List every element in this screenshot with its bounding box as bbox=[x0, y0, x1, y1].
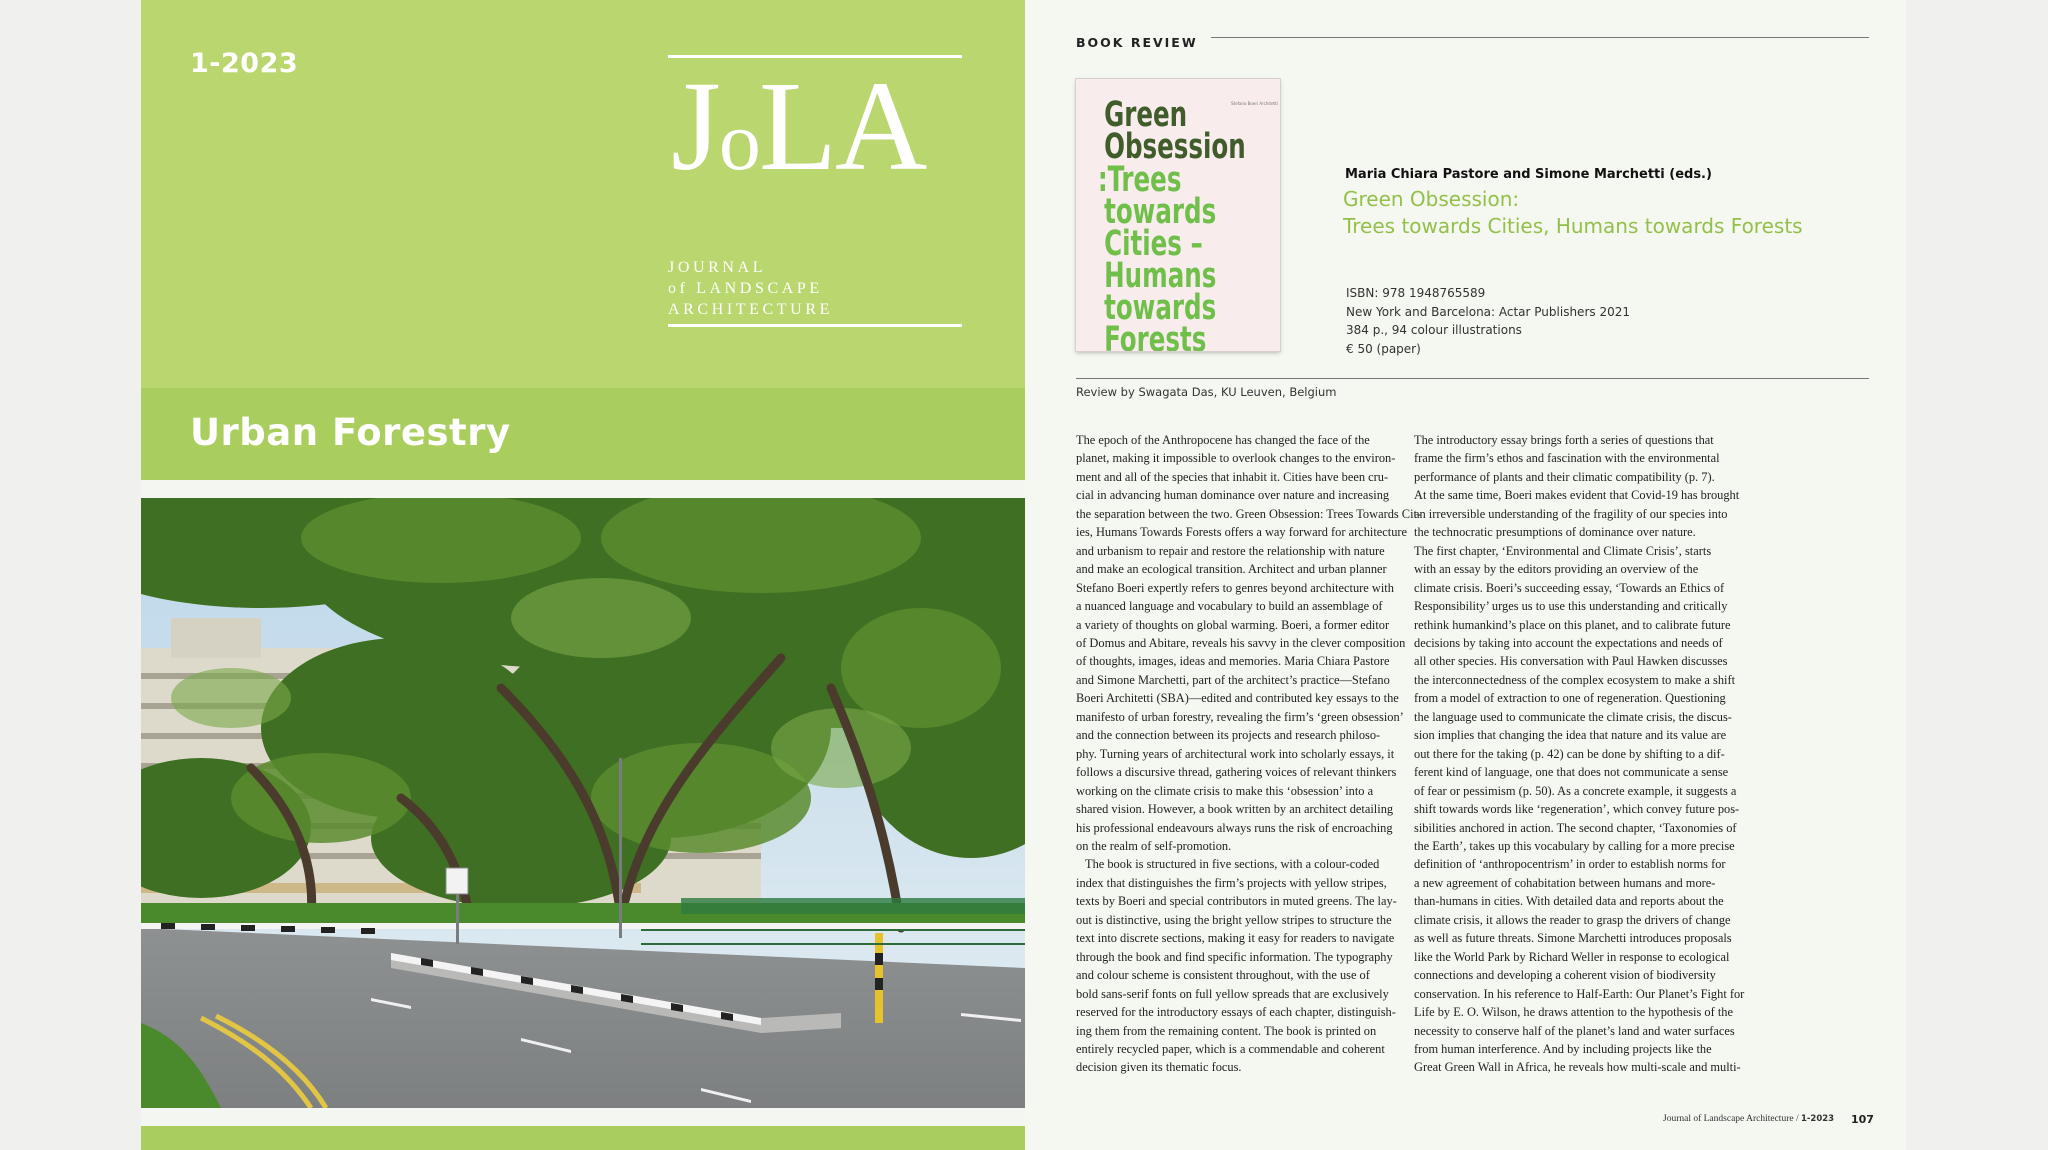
review-text-line: entirely recycled paper, which is a commendable and coherent bbox=[1076, 1041, 1385, 1056]
review-text-line: Great Green Wall in Africa, he reveals how multi-scale and multi- bbox=[1414, 1060, 1741, 1075]
header-rule bbox=[1211, 37, 1869, 38]
review-text-line: of Domus and Abitare, reveals his savvy in the clever composition bbox=[1076, 635, 1406, 650]
review-text-line: and Simone Marchetti, part of the architect’s practice—Stefano bbox=[1076, 672, 1390, 687]
review-text-line: The first chapter, ‘Environmental and Climate Crisis’, starts bbox=[1414, 543, 1712, 558]
review-text-line: planet, making it impossible to overlook changes to the environ- bbox=[1076, 451, 1396, 466]
book-title-line: Green Obsession: bbox=[1343, 187, 1520, 211]
review-text-line: reserved for the introductory essays of each chapter, distinguish- bbox=[1076, 1005, 1396, 1020]
review-text-line: the language used to communicate the climate crisis, the discus- bbox=[1414, 709, 1732, 724]
book-cover-title-line: towards bbox=[1104, 287, 1217, 328]
book-cover-title-line: Humans bbox=[1104, 255, 1217, 296]
review-text-line: out there for the taking (p. 42) can be done by shifting to a dif- bbox=[1414, 746, 1725, 761]
review-text-line: the interconnectedness of the complex ecosystem to make a shift bbox=[1414, 672, 1736, 687]
review-text-line: than-humans in cities. With detailed data and reports about the bbox=[1414, 894, 1724, 909]
book-cover-title-line: :Trees bbox=[1097, 159, 1182, 200]
review-text-line: The epoch of the Anthropocene has changed the face of the bbox=[1076, 433, 1370, 447]
book-cover-title-line: Green bbox=[1104, 94, 1188, 135]
review-text-line: sibilities anchored in action. The second chapter, ‘Taxonomies of bbox=[1414, 820, 1737, 835]
book-price: € 50 (paper) bbox=[1346, 341, 1421, 356]
journal-subtitle bbox=[668, 257, 833, 320]
review-text-line: At the same time, Boeri makes evident that Covid-19 has brought bbox=[1414, 488, 1740, 503]
review-text-line: of thoughts, images, ideas and memories. Maria Chiara Pastore bbox=[1076, 654, 1390, 669]
book-cover-image bbox=[1076, 79, 1280, 351]
review-text-line: Responsibility’ urges us to use this understanding and critically bbox=[1414, 599, 1728, 614]
book-cover-publisher: Stefano Boeri Architetti bbox=[1231, 101, 1278, 106]
review-text-line: bold sans-serif fonts on full yellow spreads that are exclusively bbox=[1076, 986, 1389, 1001]
review-text-line: and make an ecological transition. Architect and urban planner bbox=[1076, 562, 1387, 577]
review-text-line: sion implies that changing the idea that nature and its value are bbox=[1414, 728, 1727, 743]
logo-letters-la: LA bbox=[758, 55, 926, 197]
review-text-column-left bbox=[1076, 431, 1422, 1077]
review-text-line: and colour scheme is consistent throughout, with the use of bbox=[1076, 968, 1370, 983]
review-text-line: from human interference. And by including projects like the bbox=[1414, 1041, 1712, 1056]
book-publisher: New York and Barcelona: Actar Publishers 2021 bbox=[1346, 304, 1630, 319]
review-text-line: an irreversible understanding of the fragility of our species into bbox=[1414, 506, 1728, 521]
review-text-line: rethink humankind’s place on this planet, and to calibrate future bbox=[1414, 617, 1731, 632]
footer-issue: 1-2023 bbox=[1800, 1114, 1835, 1124]
review-text-line: a new agreement of cohabitation between humans and more- bbox=[1414, 875, 1716, 890]
review-text-line: manifesto of urban forestry, revealing the firm’s ‘green obsession’ bbox=[1076, 709, 1404, 724]
subtitle-line: ARCHITECTURE bbox=[668, 301, 833, 318]
review-text-line: a nuanced language and vocabulary to build an assemblage of bbox=[1076, 599, 1383, 614]
review-text-line: The introductory essay brings forth a series of questions that bbox=[1414, 433, 1714, 447]
review-text-line: of fear or pessimism (p. 50). As a concrete example, it suggests a bbox=[1414, 783, 1737, 798]
cover-bottom-band bbox=[141, 1126, 1025, 1150]
review-text-line: shift towards words like ‘regeneration’, which convey future pos- bbox=[1414, 802, 1740, 817]
review-text-line: ferent kind of language, one that does not communicate a sense bbox=[1414, 765, 1729, 780]
logo-letter-j: J bbox=[671, 55, 719, 197]
logo-letter-o: o bbox=[718, 95, 759, 188]
book-isbn: ISBN: 978 1948765589 bbox=[1346, 286, 1486, 300]
details-rule bbox=[1076, 378, 1869, 379]
review-text-line: working on the climate crisis to make this ‘obsession’ into a bbox=[1076, 783, 1374, 798]
reviewer-credit: Review by Swagata Das, KU Leuven, Belgium bbox=[1076, 385, 1337, 399]
running-footer bbox=[1663, 1114, 1834, 1124]
review-text-line: and the connection between its projects and research philoso- bbox=[1076, 728, 1381, 743]
review-text-line: phy. Turning years of architectural work into scholarly essays, it bbox=[1076, 746, 1395, 761]
review-text-line: performance of plants and their climatic compatibility (p. 7). bbox=[1414, 469, 1715, 484]
review-text-column-right bbox=[1414, 431, 1745, 1077]
street-trees-photo bbox=[141, 498, 1025, 1108]
review-text-line: the Earth’, takes up this vocabulary by calling for a more precise bbox=[1414, 838, 1735, 853]
review-text-line: the technocratic presumptions of dominance over nature. bbox=[1414, 525, 1696, 540]
book-details bbox=[1346, 284, 1630, 358]
logo-bottom-rule bbox=[668, 324, 962, 327]
page-number: 107 bbox=[1851, 1113, 1874, 1126]
subtitle-line: of LANDSCAPE bbox=[668, 280, 823, 297]
review-text-line: ing them from the remaining content. The book is printed on bbox=[1076, 1023, 1377, 1038]
review-text-line: index that distinguishes the firm’s projects with yellow stripes, bbox=[1076, 875, 1387, 890]
review-text-line: ment and all of the species that inhabit it. Cities have been cru- bbox=[1076, 469, 1389, 484]
book-cover-title-line: Forests bbox=[1104, 319, 1207, 351]
book-editors: Maria Chiara Pastore and Simone Marchetti (eds.) bbox=[1345, 167, 1712, 182]
cover-photo bbox=[141, 498, 1025, 1108]
review-text-line: a variety of thoughts on global warming. Boeri, a former editor bbox=[1076, 617, 1390, 632]
book-cover-title-line: Obsession bbox=[1104, 126, 1246, 167]
review-text-line: necessity to conserve half of the planet’s land and water surfaces bbox=[1414, 1023, 1735, 1038]
footer-journal: Journal of Landscape Architecture / bbox=[1663, 1114, 1801, 1124]
review-text-line: connections and developing a coherent vision of biodiversity bbox=[1414, 968, 1716, 983]
review-text-line: shared vision. However, a book written by an architect detailing bbox=[1076, 802, 1394, 817]
review-text-line: decisions by taking into account the expectations and needs of bbox=[1414, 635, 1723, 650]
review-text-line: with an essay by the editors providing an overview of the bbox=[1414, 562, 1699, 577]
review-text-line: conservation. In his reference to Half-Earth: Our Planet’s Fight for bbox=[1414, 986, 1745, 1001]
review-text-line: decision given its thematic focus. bbox=[1076, 1060, 1242, 1075]
review-text-line: text into discrete sections, making it easy for readers to navigate bbox=[1076, 931, 1395, 946]
review-text-line: texts by Boeri and special contributors in muted greens. The lay- bbox=[1076, 894, 1397, 909]
review-text-line: like the World Park by Richard Weller in response to ecological bbox=[1414, 949, 1730, 964]
journal-cover bbox=[141, 0, 1025, 1150]
book-title bbox=[1343, 186, 1803, 240]
review-text-line: ies, Humans Towards Forests offers a way forward for architecture bbox=[1076, 525, 1408, 540]
theme-band bbox=[141, 388, 1025, 480]
review-page bbox=[1025, 0, 1906, 1150]
review-text-line: out is distinctive, using the bright yellow stripes to structure the bbox=[1076, 912, 1392, 927]
jola-logo bbox=[671, 55, 926, 197]
review-text-line: through the book and find specific information. The typography bbox=[1076, 949, 1393, 964]
review-text-line: all other species. His conversation with Paul Hawken discusses bbox=[1414, 654, 1728, 669]
review-text-line: Stefano Boeri expertly refers to genres beyond architecture with bbox=[1076, 580, 1394, 595]
review-text-line: on the realm of self-promotion. bbox=[1076, 838, 1232, 853]
review-text-line: climate crisis. Boeri’s succeeding essay, ‘Towards an Ethics of bbox=[1414, 580, 1725, 595]
review-text-line: Life by E. O. Wilson, he draws attention to the hypothesis of the bbox=[1414, 1005, 1733, 1020]
review-text-line: and urbanism to repair and restore the relationship with nature bbox=[1076, 543, 1385, 558]
cover-masthead bbox=[141, 0, 1025, 388]
review-text-line: climate crisis, it allows the reader to grasp the drivers of change bbox=[1414, 912, 1731, 927]
review-text-line: Boeri Architetti (SBA)—edited and contributed key essays to the bbox=[1076, 691, 1399, 706]
book-cover-title-line: Cities – bbox=[1104, 223, 1203, 264]
review-text-line: the separation between the two. Green Obsession: Trees Towards Cit- bbox=[1076, 506, 1422, 521]
subtitle-line: JOURNAL bbox=[668, 259, 767, 276]
issue-number: 1-2023 bbox=[190, 48, 299, 79]
review-text-line: definition of ‘anthropocentrism’ in order to establish norms for bbox=[1414, 857, 1726, 872]
review-text-line: frame the firm’s ethos and fascination with the environmental bbox=[1414, 451, 1720, 466]
review-text-line: as well as future threats. Simone Marchetti introduces proposals bbox=[1414, 931, 1732, 946]
book-title-line: Trees towards Cities, Humans towards Forests bbox=[1343, 214, 1803, 238]
review-text-line: follows a discursive thread, gathering voices of relevant thinkers bbox=[1076, 765, 1397, 780]
review-text-line: his professional endeavours always runs the risk of encroaching bbox=[1076, 820, 1393, 835]
issue-theme-title: Urban Forestry bbox=[190, 411, 511, 454]
book-pages: 384 p., 94 colour illustrations bbox=[1346, 323, 1522, 337]
review-text-line: cial in advancing human dominance over nature and increasing bbox=[1076, 488, 1390, 503]
review-text-line: The book is structured in five sections, with a colour-coded bbox=[1085, 857, 1380, 872]
section-label: BOOK REVIEW bbox=[1076, 35, 1198, 50]
review-text-line: from a model of extraction to one of regeneration. Questioning bbox=[1414, 691, 1726, 706]
book-cover-title-line: towards bbox=[1104, 191, 1217, 232]
